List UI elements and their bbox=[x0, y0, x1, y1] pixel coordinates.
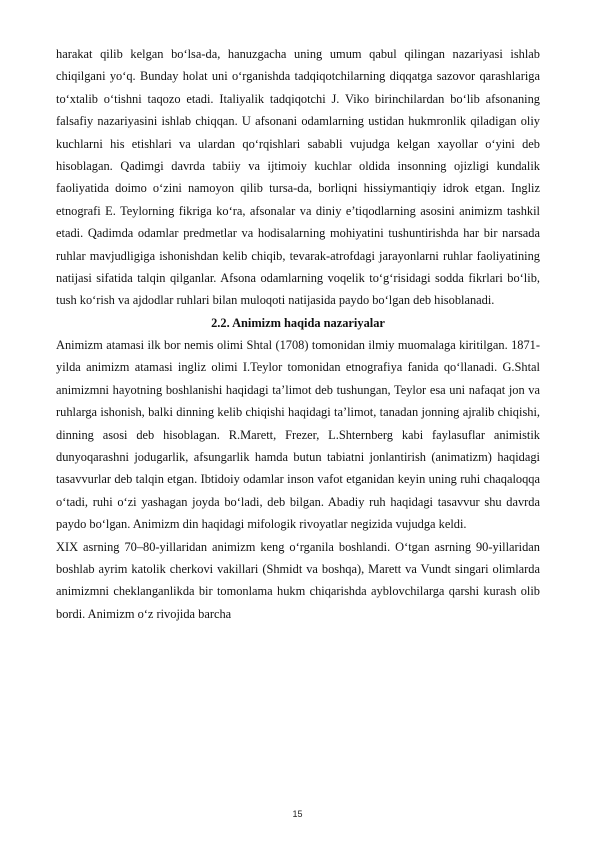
paragraph-animism-term: Animizm atamasi ilk bor nemis olimi Shtal (1708) tomonidan ilmiy muomalaga kiritilgan. 1871-yilda animizm atamasi ingliz olimi I.Teylor tomonidan etnografiya fanida qo‘llanadi. G.Shtal animizmni hayotning boshlanishi haqidagi ta’limot deb tushungan, Teylor esa uni nafaqat jon va ruhlarga ishonish, balki dinning kelib chiqishi haqidagi ta’limot, tanadan jonning ajralib chiqishi, dinning asosi deb hisoblagan. R.Marett, Frezer, L.Shternberg kabi faylasuflar animistik dunyoqarashni jodugarlik, afsungarlik hamda butun tabiatni jonlantirish (animatizm) haqidagi tasavvurlar deb talqin etgan. Ibtidoiy odamlar inson vafot etganidan keyin uning ruhi chaqaloqqa o‘tadi, ruhi o‘zi yashagan joyda bo‘ladi, deb bilgan. Abadiy ruh haqidagi tasavvur shu davrda paydo bo‘lgan. Animizm din haqidagi mifologik rivoyatlar negizida vujudga keldi. bbox=[56, 337, 540, 532]
page-number: 15 bbox=[292, 809, 303, 819]
section-heading: 2.2. Animizm haqida nazariyalar bbox=[211, 315, 385, 330]
paragraph-19th-century: XIX asrning 70–80-yillaridan animizm keng o‘rganila boshlandi. O‘tgan asrning 90-yillaridan boshlab ayrim katolik cherkovi vakillari (Shmidt va boshqa), Marett va Vundt singari olimlarda animizmni cheklanganlikda bir tomonlama hukm chiqarishda ayblovchilarga qarshi kurash olib bordi. Animizm o‘z rivojida barcha bbox=[56, 539, 540, 621]
paragraph-continued: harakat qilib kelgan bo‘lsa-da, hanuzgacha uning umum qabul qilingan nazariyasi ishlab chiqilgani yo‘q. Bunday holat uni o‘rganishda tadqiqotchilarning diqqatga sazovor qarashlariga to‘xtalib o‘tishni taqozo etadi. Italiyalik tadqiqotchi J. Viko birinchilardan bo‘lib afsonaning falsafiy nazariyasini ishlab chiqqan. U afsonani odamlarning ustidan hukmronlik qiladigan oliy kuchlarni his etishlari va ulardan qo‘rqishlari sababli vujudga kelgan xayollar o‘yini deb hisoblagan. Qadimgi davrda tabiiy va ijtimoiy kuchlar oldida insonning ojizligi kundalik faoliyatida doimo o‘zini namoyon qilib tursa-da, borliqni hissiymantiqiy idrok etgan. Ingliz etnografi E. Teylorning fikriga ko‘ra, afsonalar va diniy e’tiqodlarning asosini animizm tashkil etadi. Qadimda odamlar predmetlar va hodisalarning mohiyatini tushuntirishda har bir narsada ruhlar mavjudligiga ishonishdan kelib chiqib, tevarak-atrofdagi jarayonlarni ruhlar faoliyatining natijasi sifatida talqin qilganlar. Afsona odamlarning voqelik to‘g‘risidagi sodda fikrlari bo‘lib, tush ko‘rish va ajdodlar ruhlari bilan muloqoti natijasida paydo bo‘lgan deb hisoblanadi. bbox=[56, 47, 540, 308]
document-page bbox=[56, 43, 540, 625]
